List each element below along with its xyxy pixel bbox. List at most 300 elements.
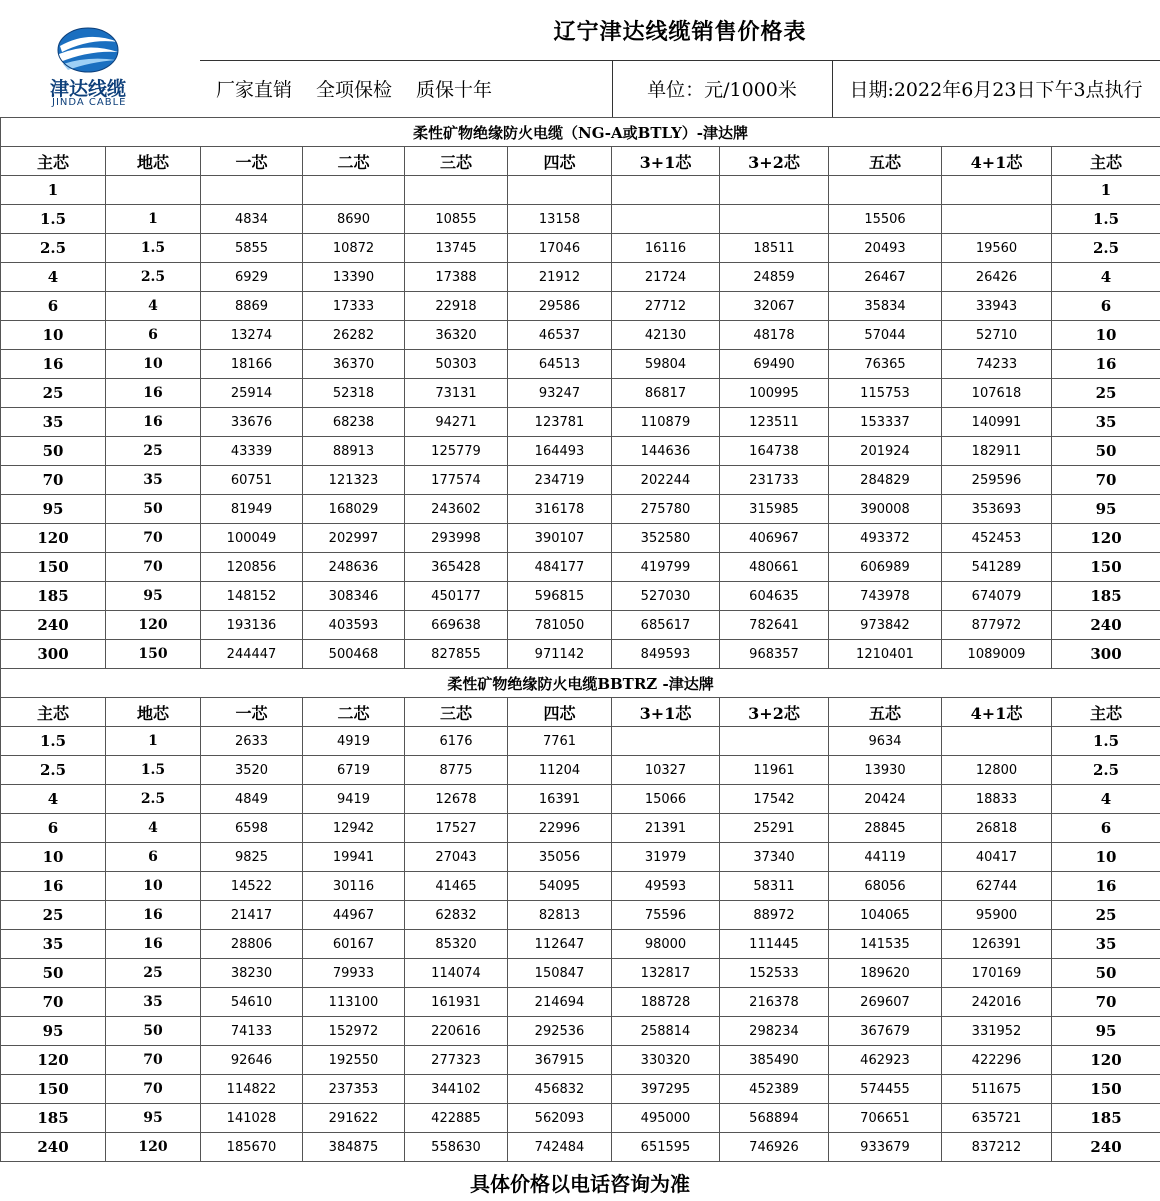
price-cell: 216378 bbox=[720, 988, 829, 1017]
price-cell: 46537 bbox=[508, 321, 612, 350]
core-size-cell: 120 bbox=[1, 1046, 106, 1075]
price-cell: 352580 bbox=[612, 524, 720, 553]
price-cell: 344102 bbox=[405, 1075, 508, 1104]
ground-core-cell: 16 bbox=[106, 408, 201, 437]
table-row bbox=[1, 1075, 1160, 1104]
price-cell: 2633 bbox=[201, 727, 303, 756]
table-row bbox=[1, 176, 1160, 205]
price-cell: 234719 bbox=[508, 466, 612, 495]
column-header-row bbox=[1, 698, 1160, 727]
price-cell: 140991 bbox=[942, 408, 1052, 437]
ground-core-cell: 16 bbox=[106, 379, 201, 408]
price-cell: 353693 bbox=[942, 495, 1052, 524]
core-size-cell: 70 bbox=[1, 466, 106, 495]
ground-core-cell: 1.5 bbox=[106, 756, 201, 785]
core-size-cell: 70 bbox=[1052, 466, 1160, 495]
price-cell: 259596 bbox=[942, 466, 1052, 495]
price-cell: 10855 bbox=[405, 205, 508, 234]
price-cell: 13274 bbox=[201, 321, 303, 350]
price-cell: 20493 bbox=[829, 234, 942, 263]
section-caption: 柔性矿物绝缘防火电缆（NG-A或BTLY）-津达牌 bbox=[1, 118, 1160, 147]
price-cell: 107618 bbox=[942, 379, 1052, 408]
price-cell: 36370 bbox=[303, 350, 405, 379]
table-row bbox=[1, 524, 1160, 553]
core-size-cell: 4 bbox=[1052, 263, 1160, 292]
price-cell: 568894 bbox=[720, 1104, 829, 1133]
price-cell: 43339 bbox=[201, 437, 303, 466]
price-cell: 170169 bbox=[942, 959, 1052, 988]
price-cell: 6176 bbox=[405, 727, 508, 756]
section-caption-row bbox=[1, 669, 1160, 698]
price-cell: 17542 bbox=[720, 785, 829, 814]
table-row bbox=[1, 640, 1160, 669]
price-cell: 115753 bbox=[829, 379, 942, 408]
price-cell: 390008 bbox=[829, 495, 942, 524]
price-cell: 189620 bbox=[829, 959, 942, 988]
price-cell: 185670 bbox=[201, 1133, 303, 1162]
price-cell: 244447 bbox=[201, 640, 303, 669]
price-cell: 104065 bbox=[829, 901, 942, 930]
price-cell: 125779 bbox=[405, 437, 508, 466]
ground-core-cell bbox=[106, 176, 201, 205]
price-cell: 76365 bbox=[829, 350, 942, 379]
ground-core-cell: 150 bbox=[106, 640, 201, 669]
price-cell: 604635 bbox=[720, 582, 829, 611]
price-cell bbox=[508, 176, 612, 205]
price-cell: 33676 bbox=[201, 408, 303, 437]
ground-core-cell: 10 bbox=[106, 350, 201, 379]
price-cell: 231733 bbox=[720, 466, 829, 495]
price-cell: 54095 bbox=[508, 872, 612, 901]
price-cell: 50303 bbox=[405, 350, 508, 379]
column-header: 4+1芯 bbox=[942, 147, 1052, 176]
price-cell: 98000 bbox=[612, 930, 720, 959]
price-cell: 74233 bbox=[942, 350, 1052, 379]
price-cell: 316178 bbox=[508, 495, 612, 524]
column-header: 三芯 bbox=[405, 698, 508, 727]
price-cell: 69490 bbox=[720, 350, 829, 379]
logo-cn-text: 津达线缆 bbox=[50, 78, 127, 100]
price-cell: 527030 bbox=[612, 582, 720, 611]
price-cell: 126391 bbox=[942, 930, 1052, 959]
price-cell: 26426 bbox=[942, 263, 1052, 292]
price-cell: 75596 bbox=[612, 901, 720, 930]
core-size-cell: 6 bbox=[1, 814, 106, 843]
price-cell: 86817 bbox=[612, 379, 720, 408]
price-cell: 10872 bbox=[303, 234, 405, 263]
price-cell: 406967 bbox=[720, 524, 829, 553]
core-size-cell: 95 bbox=[1, 495, 106, 524]
price-cell: 484177 bbox=[508, 553, 612, 582]
price-cell: 57044 bbox=[829, 321, 942, 350]
price-cell: 8869 bbox=[201, 292, 303, 321]
column-header: 主芯 bbox=[1052, 698, 1160, 727]
price-cell: 93247 bbox=[508, 379, 612, 408]
ground-core-cell: 25 bbox=[106, 437, 201, 466]
core-size-cell: 16 bbox=[1052, 872, 1160, 901]
price-cell: 188728 bbox=[612, 988, 720, 1017]
price-cell: 562093 bbox=[508, 1104, 612, 1133]
price-cell: 40417 bbox=[942, 843, 1052, 872]
price-cell: 21391 bbox=[612, 814, 720, 843]
price-cell: 214694 bbox=[508, 988, 612, 1017]
core-size-cell: 2.5 bbox=[1052, 756, 1160, 785]
core-size-cell: 150 bbox=[1052, 1075, 1160, 1104]
price-cell: 201924 bbox=[829, 437, 942, 466]
price-cell: 54610 bbox=[201, 988, 303, 1017]
core-size-cell: 2.5 bbox=[1, 756, 106, 785]
slogan-group bbox=[200, 60, 612, 117]
price-cell: 7761 bbox=[508, 727, 612, 756]
column-header: 4+1芯 bbox=[942, 698, 1052, 727]
price-cell: 100995 bbox=[720, 379, 829, 408]
price-cell: 277323 bbox=[405, 1046, 508, 1075]
table-row bbox=[1, 205, 1160, 234]
price-cell: 20424 bbox=[829, 785, 942, 814]
price-cell: 462923 bbox=[829, 1046, 942, 1075]
column-header: 五芯 bbox=[829, 147, 942, 176]
price-cell: 14522 bbox=[201, 872, 303, 901]
price-cell bbox=[942, 727, 1052, 756]
price-cell: 52318 bbox=[303, 379, 405, 408]
price-cell: 248636 bbox=[303, 553, 405, 582]
price-cell: 877972 bbox=[942, 611, 1052, 640]
price-cell: 15506 bbox=[829, 205, 942, 234]
price-cell: 152533 bbox=[720, 959, 829, 988]
price-cell: 243602 bbox=[405, 495, 508, 524]
column-header-row bbox=[1, 147, 1160, 176]
price-cell: 973842 bbox=[829, 611, 942, 640]
price-cell: 685617 bbox=[612, 611, 720, 640]
price-cell: 635721 bbox=[942, 1104, 1052, 1133]
core-size-cell: 300 bbox=[1052, 640, 1160, 669]
ground-core-cell: 6 bbox=[106, 843, 201, 872]
price-cell: 493372 bbox=[829, 524, 942, 553]
table-row bbox=[1, 814, 1160, 843]
core-size-cell: 185 bbox=[1, 582, 106, 611]
price-cell: 933679 bbox=[829, 1133, 942, 1162]
price-cell bbox=[612, 727, 720, 756]
core-size-cell: 10 bbox=[1052, 843, 1160, 872]
price-cell: 292536 bbox=[508, 1017, 612, 1046]
price-cell: 422885 bbox=[405, 1104, 508, 1133]
price-cell: 9634 bbox=[829, 727, 942, 756]
price-cell: 13930 bbox=[829, 756, 942, 785]
column-header: 地芯 bbox=[106, 147, 201, 176]
price-cell: 275780 bbox=[612, 495, 720, 524]
price-cell: 60751 bbox=[201, 466, 303, 495]
core-size-cell: 16 bbox=[1052, 350, 1160, 379]
price-cell: 6719 bbox=[303, 756, 405, 785]
table-row bbox=[1, 901, 1160, 930]
core-size-cell: 35 bbox=[1, 930, 106, 959]
price-cell: 6598 bbox=[201, 814, 303, 843]
core-size-cell: 95 bbox=[1, 1017, 106, 1046]
table-row bbox=[1, 1133, 1160, 1162]
core-size-cell: 1.5 bbox=[1, 727, 106, 756]
price-cell: 17333 bbox=[303, 292, 405, 321]
price-cell: 153337 bbox=[829, 408, 942, 437]
price-cell: 456832 bbox=[508, 1075, 612, 1104]
price-cell bbox=[612, 176, 720, 205]
table-row bbox=[1, 437, 1160, 466]
core-size-cell: 4 bbox=[1, 263, 106, 292]
core-size-cell: 50 bbox=[1, 959, 106, 988]
core-size-cell: 95 bbox=[1052, 495, 1160, 524]
slogan: 全项保检 bbox=[316, 79, 393, 101]
price-cell: 298234 bbox=[720, 1017, 829, 1046]
table-row bbox=[1, 292, 1160, 321]
core-size-cell: 1.5 bbox=[1052, 727, 1160, 756]
price-cell: 88913 bbox=[303, 437, 405, 466]
ground-core-cell: 120 bbox=[106, 611, 201, 640]
price-cell: 782641 bbox=[720, 611, 829, 640]
price-cell: 1210401 bbox=[829, 640, 942, 669]
price-cell bbox=[720, 205, 829, 234]
ground-core-cell: 35 bbox=[106, 988, 201, 1017]
price-cell: 385490 bbox=[720, 1046, 829, 1075]
price-cell: 18166 bbox=[201, 350, 303, 379]
price-cell: 112647 bbox=[508, 930, 612, 959]
price-cell: 59804 bbox=[612, 350, 720, 379]
price-cell: 330320 bbox=[612, 1046, 720, 1075]
ground-core-cell: 16 bbox=[106, 930, 201, 959]
price-cell: 558630 bbox=[405, 1133, 508, 1162]
price-cell: 123781 bbox=[508, 408, 612, 437]
price-cell: 26818 bbox=[942, 814, 1052, 843]
ground-core-cell: 120 bbox=[106, 1133, 201, 1162]
price-cell: 113100 bbox=[303, 988, 405, 1017]
price-cell: 17046 bbox=[508, 234, 612, 263]
core-size-cell: 16 bbox=[1, 350, 106, 379]
table-row bbox=[1, 234, 1160, 263]
column-header: 五芯 bbox=[829, 698, 942, 727]
price-cell: 48178 bbox=[720, 321, 829, 350]
price-cell: 837212 bbox=[942, 1133, 1052, 1162]
price-cell: 31979 bbox=[612, 843, 720, 872]
table-row bbox=[1, 1046, 1160, 1075]
price-cell: 202244 bbox=[612, 466, 720, 495]
price-cell: 26282 bbox=[303, 321, 405, 350]
column-header: 3+1芯 bbox=[612, 698, 720, 727]
slogan: 厂家直销 bbox=[216, 79, 293, 101]
table-row bbox=[1, 321, 1160, 350]
price-cell: 100049 bbox=[201, 524, 303, 553]
core-size-cell: 120 bbox=[1, 524, 106, 553]
table-row bbox=[1, 553, 1160, 582]
price-cell: 849593 bbox=[612, 640, 720, 669]
core-size-cell: 25 bbox=[1052, 901, 1160, 930]
core-size-cell: 25 bbox=[1, 379, 106, 408]
ground-core-cell: 95 bbox=[106, 1104, 201, 1133]
price-cell: 11961 bbox=[720, 756, 829, 785]
footer-note: 具体价格以电话咨询为准 bbox=[470, 1172, 690, 1196]
price-cell: 73131 bbox=[405, 379, 508, 408]
price-cell: 331952 bbox=[942, 1017, 1052, 1046]
price-cell: 37340 bbox=[720, 843, 829, 872]
price-cell: 574455 bbox=[829, 1075, 942, 1104]
core-size-cell: 120 bbox=[1052, 524, 1160, 553]
price-cell: 68056 bbox=[829, 872, 942, 901]
price-cell: 12942 bbox=[303, 814, 405, 843]
price-cell: 38230 bbox=[201, 959, 303, 988]
price-cell: 13158 bbox=[508, 205, 612, 234]
price-cell: 164493 bbox=[508, 437, 612, 466]
core-size-cell: 35 bbox=[1052, 408, 1160, 437]
column-header: 四芯 bbox=[508, 698, 612, 727]
section-caption: 柔性矿物绝缘防火电缆BBTRZ -津达牌 bbox=[1, 669, 1160, 698]
table-row bbox=[1, 727, 1160, 756]
core-size-cell: 10 bbox=[1, 321, 106, 350]
price-cell: 192550 bbox=[303, 1046, 405, 1075]
ground-core-cell: 2.5 bbox=[106, 263, 201, 292]
core-size-cell: 150 bbox=[1, 553, 106, 582]
column-header: 主芯 bbox=[1, 698, 106, 727]
price-cell bbox=[201, 176, 303, 205]
page-title: 辽宁津达线缆销售价格表 bbox=[553, 18, 807, 45]
price-cell: 121323 bbox=[303, 466, 405, 495]
column-header: 主芯 bbox=[1, 147, 106, 176]
core-size-cell: 6 bbox=[1052, 814, 1160, 843]
core-size-cell: 25 bbox=[1, 901, 106, 930]
price-cell: 17388 bbox=[405, 263, 508, 292]
price-cell: 13390 bbox=[303, 263, 405, 292]
price-cell bbox=[942, 176, 1052, 205]
price-cell: 291622 bbox=[303, 1104, 405, 1133]
price-cell: 22918 bbox=[405, 292, 508, 321]
column-header: 一芯 bbox=[201, 147, 303, 176]
core-size-cell: 240 bbox=[1052, 611, 1160, 640]
table-row bbox=[1, 1104, 1160, 1133]
price-cell bbox=[303, 176, 405, 205]
ground-core-cell: 25 bbox=[106, 959, 201, 988]
price-cell: 220616 bbox=[405, 1017, 508, 1046]
table-row bbox=[1, 263, 1160, 292]
core-size-cell: 185 bbox=[1052, 1104, 1160, 1133]
table-row bbox=[1, 466, 1160, 495]
price-cell: 58311 bbox=[720, 872, 829, 901]
price-table bbox=[0, 117, 1160, 1162]
price-cell: 26467 bbox=[829, 263, 942, 292]
price-cell: 971142 bbox=[508, 640, 612, 669]
price-cell: 21417 bbox=[201, 901, 303, 930]
core-size-cell: 150 bbox=[1, 1075, 106, 1104]
price-cell: 202997 bbox=[303, 524, 405, 553]
price-cell: 4834 bbox=[201, 205, 303, 234]
core-size-cell: 10 bbox=[1052, 321, 1160, 350]
table-row bbox=[1, 959, 1160, 988]
price-cell: 94271 bbox=[405, 408, 508, 437]
price-cell: 95900 bbox=[942, 901, 1052, 930]
price-cell bbox=[720, 727, 829, 756]
table-row bbox=[1, 611, 1160, 640]
price-cell: 17527 bbox=[405, 814, 508, 843]
table-row bbox=[1, 379, 1160, 408]
core-size-cell: 1 bbox=[1, 176, 106, 205]
price-cell: 44967 bbox=[303, 901, 405, 930]
core-size-cell: 50 bbox=[1052, 437, 1160, 466]
price-cell: 308346 bbox=[303, 582, 405, 611]
price-cell: 148152 bbox=[201, 582, 303, 611]
price-cell: 403593 bbox=[303, 611, 405, 640]
ground-core-cell: 95 bbox=[106, 582, 201, 611]
price-cell: 25914 bbox=[201, 379, 303, 408]
price-cell: 367679 bbox=[829, 1017, 942, 1046]
price-cell: 33943 bbox=[942, 292, 1052, 321]
price-cell: 30116 bbox=[303, 872, 405, 901]
price-cell: 12800 bbox=[942, 756, 1052, 785]
column-header: 四芯 bbox=[508, 147, 612, 176]
price-cell: 10327 bbox=[612, 756, 720, 785]
price-cell: 15066 bbox=[612, 785, 720, 814]
price-cell: 827855 bbox=[405, 640, 508, 669]
price-cell: 706651 bbox=[829, 1104, 942, 1133]
core-size-cell: 50 bbox=[1052, 959, 1160, 988]
price-cell: 450177 bbox=[405, 582, 508, 611]
price-cell: 168029 bbox=[303, 495, 405, 524]
price-cell: 41465 bbox=[405, 872, 508, 901]
price-cell: 60167 bbox=[303, 930, 405, 959]
price-cell: 110879 bbox=[612, 408, 720, 437]
core-size-cell: 1 bbox=[1052, 176, 1160, 205]
core-size-cell: 6 bbox=[1, 292, 106, 321]
price-cell: 42130 bbox=[612, 321, 720, 350]
price-cell: 419799 bbox=[612, 553, 720, 582]
price-cell: 5855 bbox=[201, 234, 303, 263]
table-row bbox=[1, 495, 1160, 524]
price-cell: 123511 bbox=[720, 408, 829, 437]
price-cell: 44119 bbox=[829, 843, 942, 872]
price-cell: 781050 bbox=[508, 611, 612, 640]
core-size-cell: 16 bbox=[1, 872, 106, 901]
column-header: 二芯 bbox=[303, 147, 405, 176]
price-cell: 390107 bbox=[508, 524, 612, 553]
price-cell bbox=[829, 176, 942, 205]
table-row bbox=[1, 408, 1160, 437]
unit-label: 单位：元/1000米 bbox=[647, 79, 797, 101]
price-cell bbox=[612, 205, 720, 234]
price-cell: 9825 bbox=[201, 843, 303, 872]
price-cell: 1089009 bbox=[942, 640, 1052, 669]
ground-core-cell: 70 bbox=[106, 553, 201, 582]
core-size-cell: 35 bbox=[1052, 930, 1160, 959]
price-cell: 27712 bbox=[612, 292, 720, 321]
price-cell: 511675 bbox=[942, 1075, 1052, 1104]
core-size-cell: 4 bbox=[1, 785, 106, 814]
price-cell: 49593 bbox=[612, 872, 720, 901]
logo-en-text: JINDA CABLE bbox=[52, 97, 127, 108]
table-row bbox=[1, 843, 1160, 872]
column-header: 3+2芯 bbox=[720, 698, 829, 727]
column-header: 二芯 bbox=[303, 698, 405, 727]
core-size-cell: 2.5 bbox=[1052, 234, 1160, 263]
price-cell: 500468 bbox=[303, 640, 405, 669]
price-cell: 8690 bbox=[303, 205, 405, 234]
price-cell: 28806 bbox=[201, 930, 303, 959]
price-cell: 150847 bbox=[508, 959, 612, 988]
price-cell: 293998 bbox=[405, 524, 508, 553]
core-size-cell: 1.5 bbox=[1, 205, 106, 234]
price-cell: 35834 bbox=[829, 292, 942, 321]
price-cell: 152972 bbox=[303, 1017, 405, 1046]
price-cell: 495000 bbox=[612, 1104, 720, 1133]
price-cell: 452389 bbox=[720, 1075, 829, 1104]
price-cell: 4849 bbox=[201, 785, 303, 814]
core-size-cell: 4 bbox=[1052, 785, 1160, 814]
ground-core-cell: 10 bbox=[106, 872, 201, 901]
price-cell: 21724 bbox=[612, 263, 720, 292]
ground-core-cell: 1 bbox=[106, 205, 201, 234]
